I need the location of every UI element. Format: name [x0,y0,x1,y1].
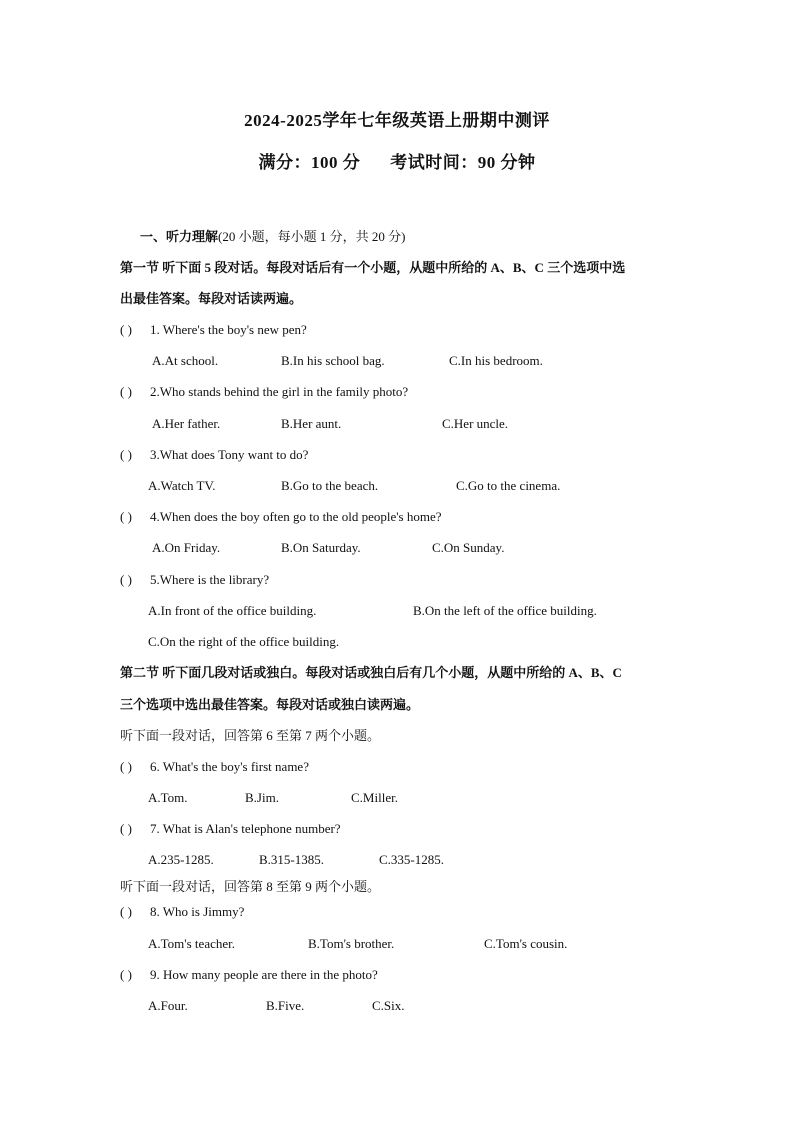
q1-option-b: B.In his school bag. [281,353,385,368]
question-7 [120,820,341,838]
q9-option-b: B.Five. [266,998,305,1013]
answer-blank[interactable]: ( ) [120,572,132,587]
exam-time: 考试时间：90 分钟 [390,153,536,172]
question-6 [120,758,309,776]
exam-info [0,148,794,173]
question-5 [120,571,269,589]
question-text: 1. Where's the boy's new pen? [150,322,307,337]
q2-option-a: A.Her father. [152,416,221,431]
question-text: 6. What's the boy's first name? [150,759,309,774]
section1-instruction-2: 出最佳答案。每段对话读两遍。 [120,291,303,306]
question-3 [120,446,308,464]
q2-option-b: B.Her aunt. [281,416,342,431]
q8-option-c: C.Tom's cousin. [484,936,568,951]
q6-option-b: B.Jim. [245,790,279,805]
q3-option-a: A.Watch TV. [148,478,216,493]
q6-option-c: C.Miller. [351,790,398,805]
q8-option-a: A.Tom's teacher. [148,936,235,951]
question-text: 9. How many people are there in the photo? [150,967,378,982]
section1-instruction-1: 第一节 听下面 5 段对话。每段对话后有一个小题，从题中所给的 A、B、C 三个选项中选 [120,260,626,275]
q4-option-a: A.On Friday. [152,540,221,555]
question-text: 8. Who is Jimmy? [150,904,245,919]
question-8 [120,903,244,921]
q8-option-b: B.Tom's brother. [308,936,395,951]
question-text: 4.When does the boy often go to the old people's home? [150,509,442,524]
part1-title: 一、听力理解 [140,229,219,244]
section2-instruction-1: 第二节 听下面几段对话或独白。每段对话或独白后有几个小题，从题中所给的 A、B、C [120,665,622,680]
q9-option-c: C.Six. [372,998,405,1013]
q5-option-b: B.On the left of the office building. [413,603,597,618]
q5-option-a: A.In front of the office building. [148,603,317,618]
part1-heading [140,228,405,246]
full-score: 满分：100 分 [258,153,361,172]
question-4 [120,508,442,526]
instruction-q6-q7: 听下面一段对话，回答第 6 至第 7 两个小题。 [120,728,381,743]
answer-blank[interactable]: ( ) [120,447,132,462]
q7-option-c: C.335-1285. [379,852,444,867]
question-text: 5.Where is the library? [150,572,270,587]
q3-option-c: C.Go to the cinema. [456,478,561,493]
instruction-q8-q9: 听下面一段对话，回答第 8 至第 9 两个小题。 [120,879,381,894]
q4-option-c: C.On Sunday. [432,540,505,555]
q6-option-a: A.Tom. [148,790,188,805]
answer-blank[interactable]: ( ) [120,384,132,399]
answer-blank[interactable]: ( ) [120,322,132,337]
answer-blank[interactable]: ( ) [120,759,132,774]
question-2 [120,383,408,401]
answer-blank[interactable]: ( ) [120,509,132,524]
q3-option-b: B.Go to the beach. [281,478,379,493]
answer-blank[interactable]: ( ) [120,904,132,919]
q1-option-c: C.In his bedroom. [449,353,543,368]
q2-option-c: C.Her uncle. [442,416,509,431]
q9-option-a: A.Four. [148,998,188,1013]
q4-option-b: B.On Saturday. [281,540,361,555]
answer-blank[interactable]: ( ) [120,967,132,982]
question-1 [120,321,307,339]
answer-blank[interactable]: ( ) [120,821,132,836]
q1-option-a: A.At school. [152,353,219,368]
q7-option-a: A.235-1285. [148,852,214,867]
question-text: 2.Who stands behind the girl in the family photo? [150,384,409,399]
section2-instruction-2: 三个选项中选出最佳答案。每段对话或独白读两遍。 [120,697,420,712]
question-text: 7. What is Alan's telephone number? [150,821,341,836]
q5-option-c: C.On the right of the office building. [148,634,340,649]
question-9 [120,966,378,984]
part1-note: (20 小题，每小题 1 分，共 20 分) [218,229,406,244]
q7-option-b: B.315-1385. [259,852,324,867]
exam-title: 2024-2025学年七年级英语上册期中测评 [244,111,550,130]
question-text: 3.What does Tony want to do? [150,447,309,462]
